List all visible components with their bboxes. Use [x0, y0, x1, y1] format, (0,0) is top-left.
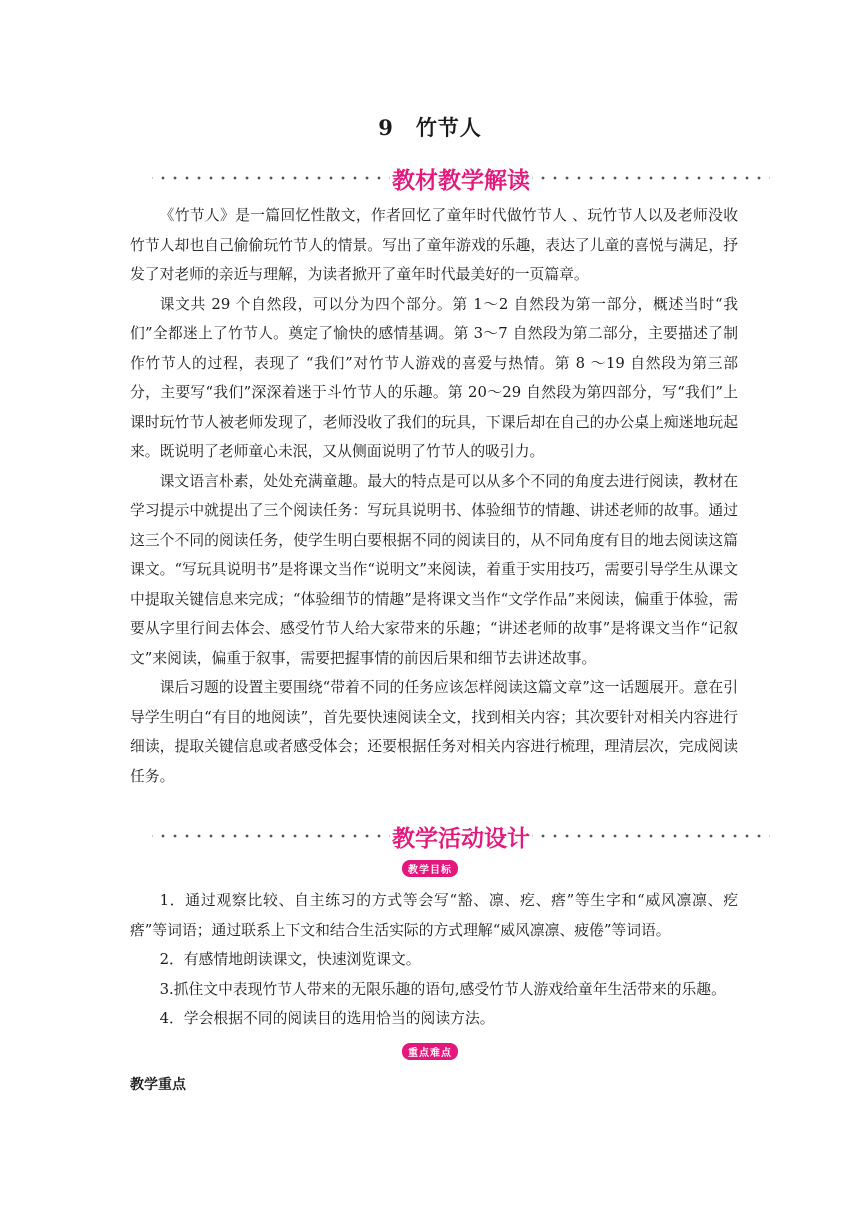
section-banner-activities — [152, 818, 770, 854]
section-banner-label: 教学活动设计 — [392, 825, 530, 852]
paragraph: 课文语言朴素，处处充满童趣。最大的特点是可以从多个不同的角度去进行阅读，教材在学习提示中就提出了三个阅读任务：写玩具说明书、体验细节的情趣、讲述老师的故事。通过这三个不同的阅读任务，使学生明白要根据不同的阅读目的，从不同角度有目的地去阅读这篇课文。“写玩具说明书”是将课文当作“说明文”来阅读，着重于实用技巧，需要引导学生从课文中提取关键信息来完成；“体验细节的情趣”是将课文当作“文学作品”来阅读，偏重于体验，需要从字里行间去体会、感受竹节人给大家带来的乐趣；“讲述老师的故事”是将课文当作“记叙文”来阅读，偏重于叙事，需要把握事情的前因后果和细节去讲述故事。 — [130, 472, 738, 667]
key-difficult-points-badge — [0, 1043, 860, 1060]
dotted-divider-right — [532, 176, 770, 180]
paragraph: 课后习题的设置主要围绕“带着不同的任务应该怎样阅读这篇文章”这一话题展开。意在引导学生明白“有目的地阅读”，首先要快速阅读全文，找到相关内容；其次要针对相关内容进行细读，提取关键信息或者感受体会；还要根据任务对相关内容进行梳理，理清层次，完成阅读任务。 — [130, 679, 738, 785]
goal-item: 1．通过观察比较、自主练习的方式等会写“豁、凛、疙、瘩”等生字和“威风凛凛、疙瘩”等词语；通过联系上下文和结合生活实际的方式理解“威风凛凛、疲倦”等词语。 — [130, 892, 738, 939]
interpretation-body — [130, 201, 738, 791]
dotted-divider-left — [152, 176, 390, 180]
goal-item: 3.抓住文中表现竹节人带来的无限乐趣的语句,感受竹节人游戏给童年生活带来的乐趣。 — [159, 980, 726, 998]
teaching-focus-heading: 教学重点 — [130, 1077, 186, 1093]
section-banner-interpretation — [152, 160, 770, 196]
dotted-divider-left — [152, 834, 390, 838]
goal-item: 4．学会根据不同的阅读目的选用恰当的阅读方法。 — [159, 1010, 495, 1027]
badge-label: 重点难点 — [402, 1043, 458, 1060]
dotted-divider-right — [532, 834, 770, 838]
badge-label: 教学目标 — [402, 860, 458, 877]
section-banner-label: 教材教学解读 — [392, 167, 530, 194]
lesson-number: 9 — [378, 115, 394, 140]
teaching-goals-badge — [0, 860, 860, 877]
teaching-goals-list — [130, 886, 738, 1034]
paragraph: 课文共 29 个自然段，可以分为四个部分。第 1～2 自然段为第一部分，概述当时“我们”全都迷上了竹节人。奠定了愉快的感情基调。第 3～7 自然段为第二部分，主要描述了制作竹节人的过程，表现了 “我们”对竹节人游戏的喜爱与热情。第 8 ～19 自然段为第三部分，主要写“我们”深深着迷于斗竹节人的乐趣。第 20～29 自然段为第四部分，写“我们”上课时玩竹节人被老师发现了，老师没收了我们的玩具，下课后却在自己的办公桌上痴迷地玩起来。既说明了老师童心未泯，又从侧面说明了竹节人的吸引力。 — [130, 295, 738, 460]
lesson-name: 竹节人 — [415, 115, 482, 140]
lesson-title — [0, 112, 860, 142]
goal-item: 2．有感情地朗读课文，快速浏览课文。 — [159, 951, 421, 968]
paragraph: 《竹节人》是一篇回忆性散文，作者回忆了童年时代做竹节人 、玩竹节人以及老师没收竹节人却也自己偷偷玩竹节人的情景。写出了童年游戏的乐趣，表达了儿童的喜悦与满足，抒发了对老师的亲近与理解，为读者掀开了童年时代最美好的一页篇章。 — [130, 207, 738, 283]
